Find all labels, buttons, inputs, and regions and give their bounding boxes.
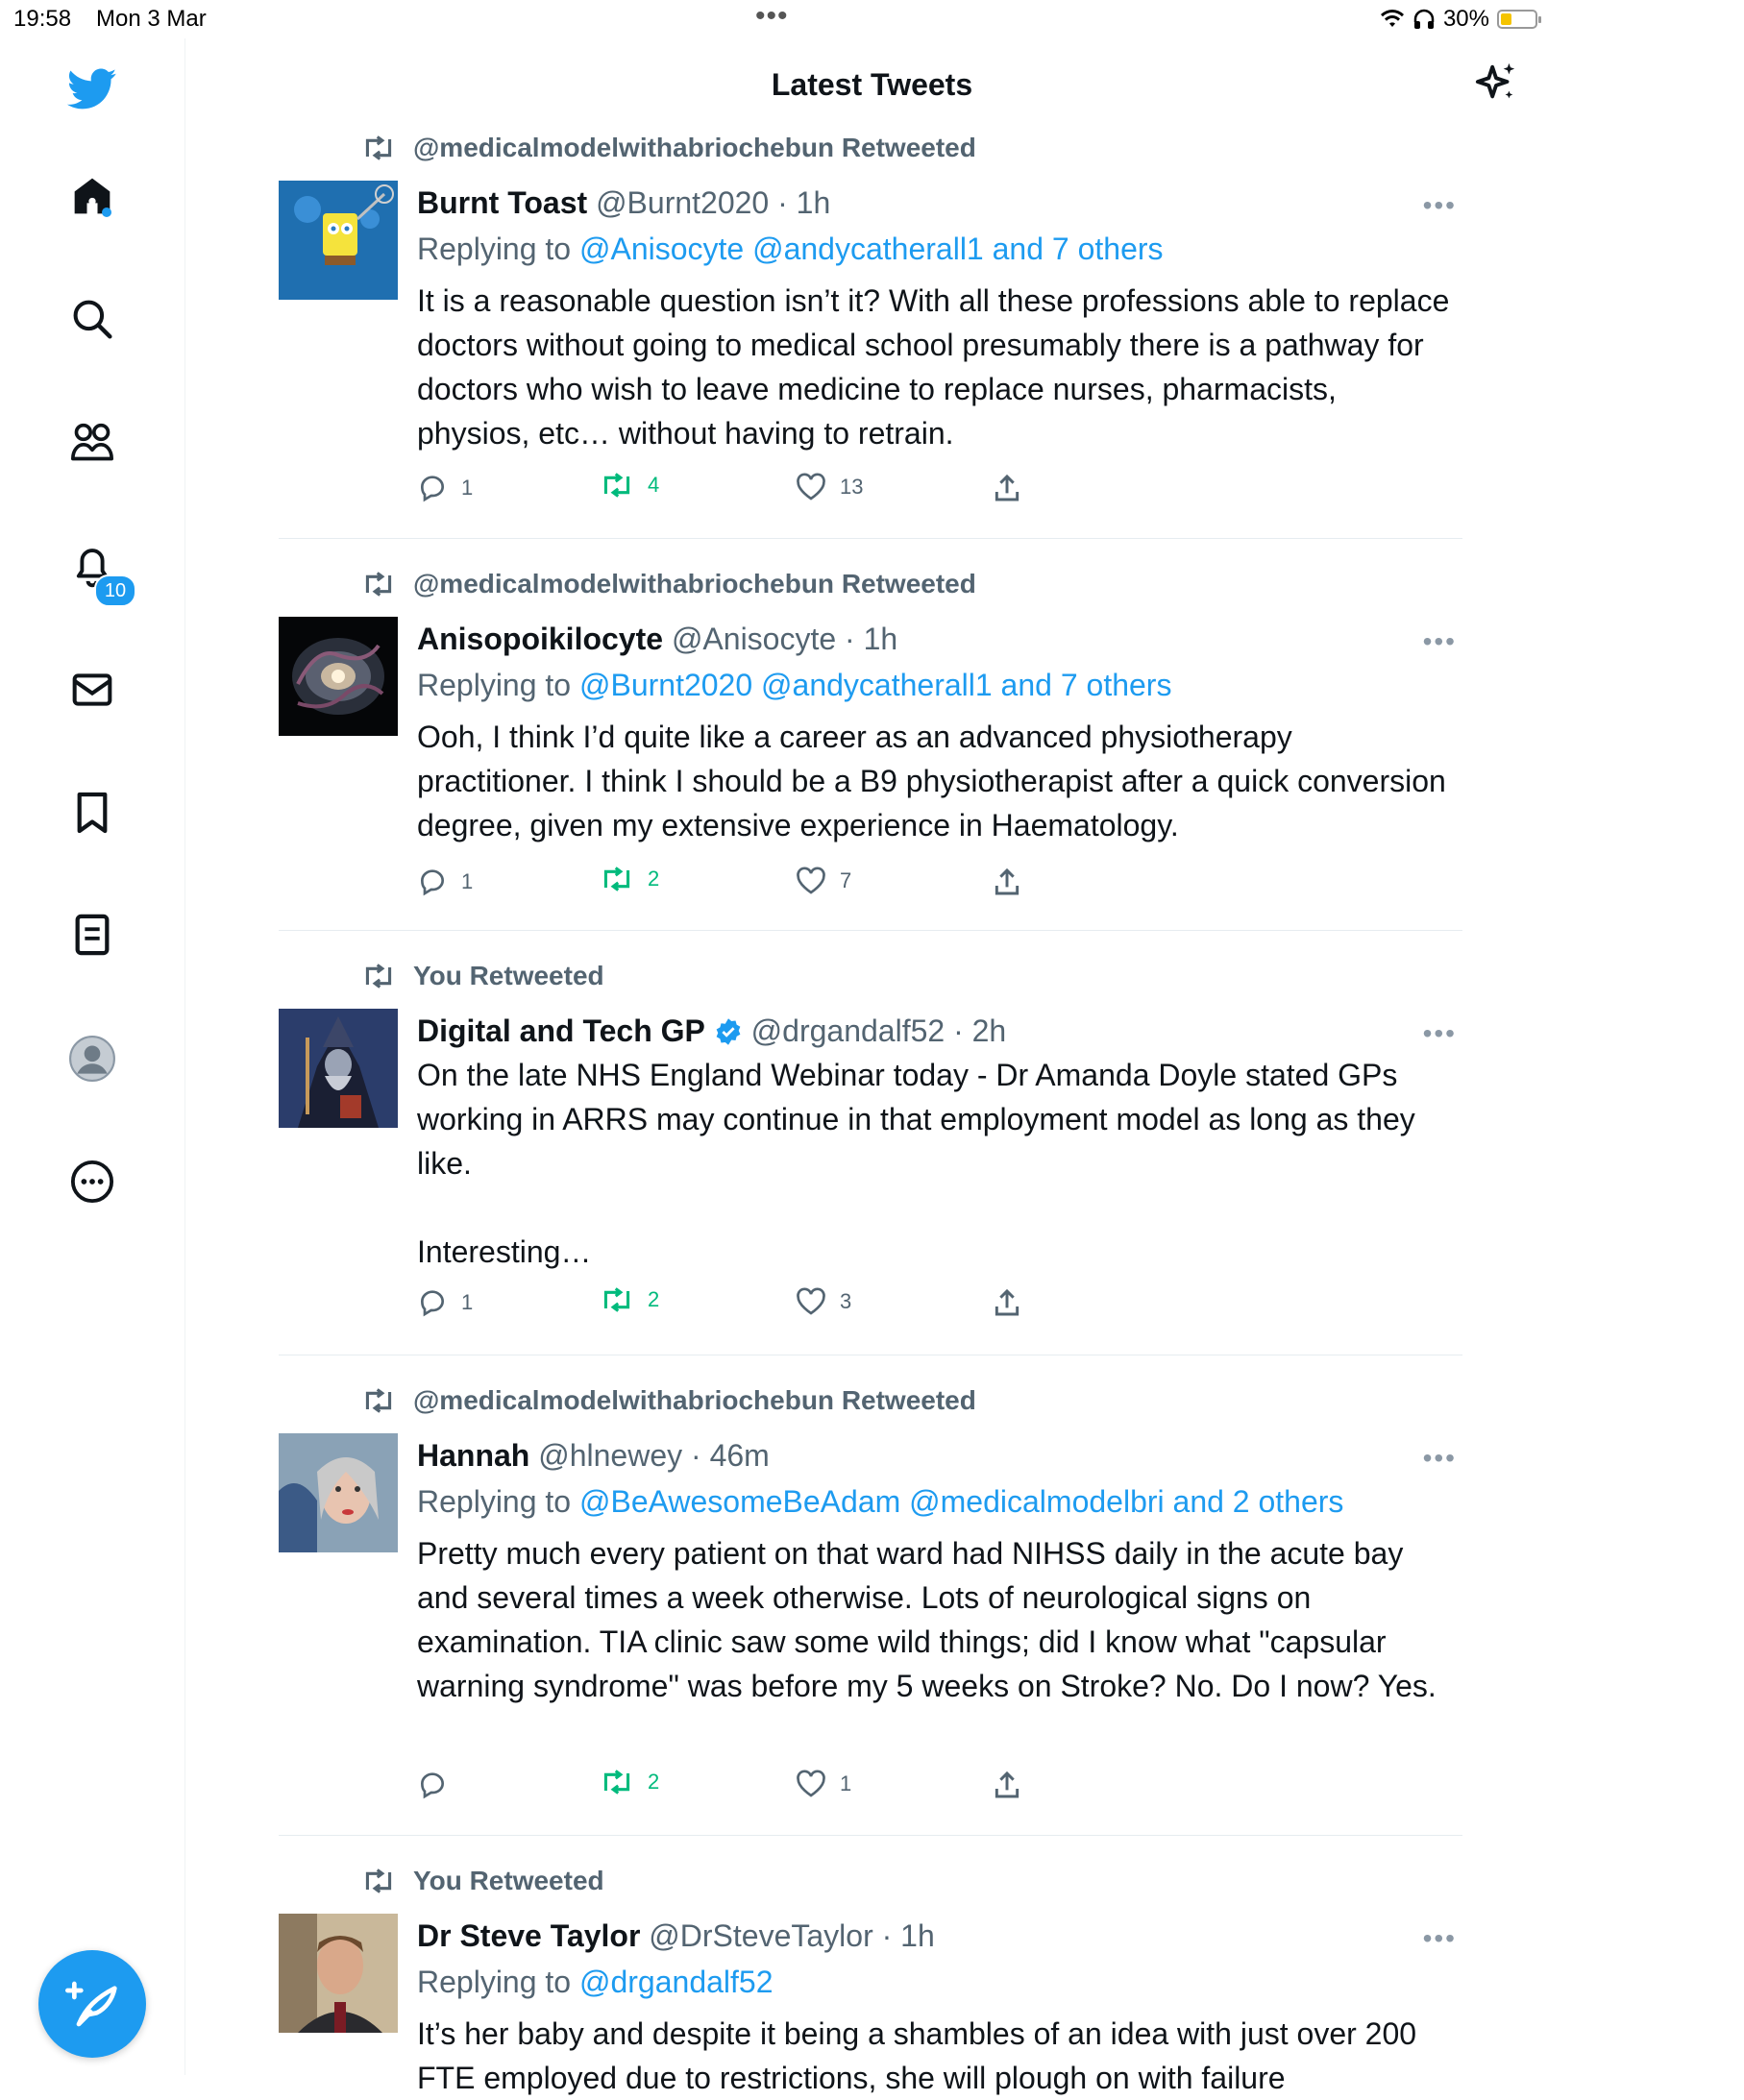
timestamp[interactable]: 1h — [863, 622, 898, 656]
page-title: Latest Tweets — [771, 67, 973, 102]
like-button[interactable] — [796, 1287, 851, 1316]
reply-button[interactable] — [417, 867, 473, 897]
heart-icon — [796, 473, 826, 501]
tweet-more-options-icon[interactable]: ••• — [1422, 1443, 1457, 1473]
tweet-header — [417, 617, 1455, 661]
like-button[interactable] — [796, 473, 863, 501]
retweeted-by-label: @medicalmodelwithabriochebun Retweeted — [413, 133, 976, 162]
tweet-card[interactable] — [279, 567, 1462, 932]
reply-count: 1 — [461, 869, 474, 893]
separator-dot: · — [945, 1013, 972, 1048]
search-icon[interactable] — [67, 294, 117, 344]
tweet-content — [417, 617, 1455, 847]
compose-tweet-button[interactable] — [38, 1950, 146, 2058]
separator-dot: · — [769, 185, 797, 220]
like-count: 3 — [840, 1289, 852, 1313]
battery-icon — [1497, 10, 1537, 29]
like-button[interactable] — [796, 1770, 851, 1798]
headphones-icon — [1412, 9, 1436, 30]
replying-to-line — [417, 225, 1455, 273]
retweet-icon — [361, 1868, 396, 1893]
bookmark-icon[interactable] — [67, 788, 117, 838]
display-name[interactable]: Dr Steve Taylor — [417, 1918, 641, 1953]
retweet-count: 4 — [648, 473, 660, 497]
share-icon — [992, 867, 1022, 897]
retweet-icon — [600, 1770, 634, 1795]
share-button[interactable] — [992, 1287, 1022, 1318]
share-button[interactable] — [992, 473, 1022, 503]
share-icon — [992, 1287, 1022, 1318]
tweet-header — [417, 1914, 1455, 1958]
reply-count: 1 — [461, 476, 474, 500]
replying-to-line — [417, 1477, 1455, 1526]
retweet-context — [361, 567, 976, 601]
handle[interactable]: @Burnt2020 — [596, 185, 770, 220]
retweet-button[interactable] — [600, 867, 659, 891]
divider — [279, 538, 1462, 539]
retweet-button[interactable] — [600, 1287, 659, 1312]
display-name[interactable]: Hannah — [417, 1438, 530, 1473]
replying-to-prefix: Replying to — [417, 232, 579, 266]
retweeted-by-label: You Retweeted — [413, 1866, 604, 1895]
retweet-icon — [361, 1388, 396, 1413]
tweet-text: Ooh, I think I’d quite like a career as an advanced physiotherapy practitioner. I think I should be a B9 physiotherapist after a quick conversion degree, given my extensive experience in Haematology. — [417, 720, 1446, 842]
avatar[interactable] — [279, 1433, 398, 1552]
retweet-button[interactable] — [600, 473, 659, 498]
status-bar — [0, 0, 1557, 38]
replying-to-mentions[interactable]: @Anisocyte @andycatherall1 and 7 others — [578, 232, 1164, 266]
retweet-count: 2 — [648, 1770, 660, 1794]
retweet-context — [361, 131, 976, 165]
heart-icon — [796, 1287, 826, 1316]
tweet-actions — [417, 1287, 1090, 1326]
avatar[interactable] — [279, 1914, 398, 2033]
display-name[interactable]: Burnt Toast — [417, 185, 588, 220]
tweet-text: Pretty much every patient on that ward had NIHSS daily in the acute bay and several times a week otherwise. Lots of neurological signs on examination. TIA clinic saw some wild things; did I know what "capsular warning syndrome" was before my 5 weeks on Stroke? No. Do I now? Yes. — [417, 1536, 1437, 1703]
reply-icon — [417, 867, 448, 897]
home-unread-dot — [102, 208, 111, 217]
replying-to-prefix: Replying to — [417, 668, 579, 702]
tweet-content — [417, 1914, 1455, 2100]
separator-dot: · — [872, 1918, 901, 1953]
like-count: 7 — [840, 868, 852, 892]
tweet-card[interactable] — [279, 959, 1462, 1343]
retweet-button[interactable] — [600, 1770, 659, 1795]
tweet-card[interactable] — [279, 1864, 1462, 2095]
tweet-text: It’s her baby and despite it being a shambles of an idea with just over 200 FTE employed due to restrictions, she will plough on with failure — [417, 2016, 1417, 2095]
reply-button[interactable] — [417, 1287, 473, 1318]
reply-icon — [417, 1287, 448, 1318]
tweet-content — [417, 181, 1455, 455]
retweet-context — [361, 1383, 976, 1418]
tweet-card[interactable] — [279, 1383, 1462, 1816]
divider — [279, 1835, 1462, 1836]
tweet-more-options-icon[interactable]: ••• — [1422, 626, 1457, 656]
tweet-more-options-icon[interactable]: ••• — [1422, 1923, 1457, 1953]
sparkle-top-tweets-icon[interactable] — [1474, 61, 1518, 110]
status-indicators — [1380, 6, 1537, 33]
reply-button[interactable] — [417, 1770, 461, 1800]
reply-icon — [417, 1770, 448, 1800]
timestamp[interactable]: 1h — [900, 1918, 935, 1953]
retweet-icon — [600, 473, 634, 498]
retweet-icon — [361, 964, 396, 989]
replying-to-prefix: Replying to — [417, 1965, 579, 1999]
like-count: 1 — [840, 1771, 852, 1795]
tweet-card[interactable] — [279, 131, 1462, 534]
compose-feather-icon — [65, 1977, 119, 2031]
handle[interactable]: @DrSteveTaylor — [649, 1918, 873, 1953]
handle[interactable]: @Anisocyte — [671, 622, 837, 656]
tweet-text: On the late NHS England Webinar today - Dr Amanda Doyle stated GPs working in ARRS may continue in that employment model as long as they like. Interesting… — [417, 1058, 1415, 1269]
avatar[interactable] — [279, 181, 398, 300]
profile-avatar-icon[interactable] — [67, 1034, 117, 1084]
replying-to-mentions[interactable]: @drgandalf52 — [578, 1965, 774, 1999]
avatar[interactable] — [279, 1009, 398, 1128]
tweet-actions — [417, 867, 1090, 905]
retweet-context — [361, 959, 604, 993]
wifi-icon — [1380, 10, 1405, 29]
retweet-count: 2 — [648, 867, 660, 891]
tweet-header — [417, 181, 1455, 225]
replying-to-line — [417, 661, 1455, 709]
separator-dot: · — [682, 1438, 710, 1473]
sidebar — [0, 38, 185, 2075]
tweet-content — [417, 1433, 1455, 1708]
handle[interactable]: @hlnewey — [538, 1438, 683, 1473]
retweet-icon — [361, 135, 396, 160]
retweet-context — [361, 1864, 604, 1898]
retweeted-by-label: @medicalmodelwithabriochebun Retweeted — [413, 569, 976, 598]
reply-icon — [417, 473, 448, 503]
divider — [279, 930, 1462, 931]
replying-to-prefix: Replying to — [417, 1484, 579, 1519]
battery-percent: 30% — [1442, 6, 1489, 32]
more-options-icon[interactable] — [67, 1157, 117, 1207]
retweet-icon — [600, 1287, 634, 1312]
avatar[interactable] — [279, 617, 398, 736]
replying-to-mentions[interactable]: @BeAwesomeBeAdam @medicalmodelbri and 2 others — [578, 1484, 1344, 1519]
like-count: 13 — [840, 475, 864, 499]
retweeted-by-label: @medicalmodelwithabriochebun Retweeted — [413, 1385, 976, 1415]
retweet-icon — [361, 572, 396, 597]
share-button[interactable] — [992, 1770, 1022, 1800]
display-name[interactable]: Anisopoikilocyte — [417, 622, 664, 656]
lists-icon[interactable] — [67, 910, 117, 960]
heart-icon — [796, 867, 826, 895]
retweet-count: 2 — [648, 1287, 660, 1311]
tweet-header — [417, 1009, 1455, 1053]
notifications-badge: 10 — [94, 574, 136, 607]
tweet-text: It is a reasonable question isn’t it? With all these professions able to replace doctors without going to medical school presumably there is a pathway for doctors who wish to leave medicine to replace nurses, pharmacists, physios, etc… without having to retrain. — [417, 283, 1450, 451]
verified-badge-icon — [714, 1017, 743, 1046]
share-button[interactable] — [992, 867, 1022, 897]
tweet-actions — [417, 1770, 1090, 1808]
replying-to-mentions[interactable]: @Burnt2020 @andycatherall1 and 7 others — [578, 668, 1172, 702]
reply-count: 1 — [461, 1290, 474, 1314]
timestamp[interactable]: 2h — [971, 1013, 1007, 1048]
replying-to-line — [417, 1958, 1455, 2006]
multitasking-dots[interactable]: ••• — [755, 0, 789, 32]
tweet-header — [417, 1433, 1455, 1477]
retweet-icon — [600, 867, 634, 891]
tweet-actions — [417, 473, 1090, 511]
messages-envelope-icon[interactable] — [67, 665, 117, 715]
timestamp[interactable]: 46m — [709, 1438, 770, 1473]
status-date: Mon 3 Mar — [96, 6, 207, 32]
reply-button[interactable] — [417, 473, 473, 503]
handle[interactable]: @drgandalf52 — [750, 1013, 946, 1048]
tweet-more-options-icon[interactable]: ••• — [1422, 190, 1457, 220]
timestamp[interactable]: 1h — [796, 185, 831, 220]
status-time: 19:58 — [13, 6, 72, 32]
retweeted-by-label: You Retweeted — [413, 961, 604, 990]
communities-icon[interactable] — [67, 418, 117, 468]
display-name[interactable]: Digital and Tech GP — [417, 1013, 705, 1048]
heart-icon — [796, 1770, 826, 1798]
share-icon — [992, 473, 1022, 503]
tweet-content — [417, 1009, 1455, 1274]
tweet-more-options-icon[interactable]: ••• — [1422, 1018, 1457, 1048]
share-icon — [992, 1770, 1022, 1800]
like-button[interactable] — [796, 867, 851, 895]
separator-dot: · — [836, 622, 864, 656]
